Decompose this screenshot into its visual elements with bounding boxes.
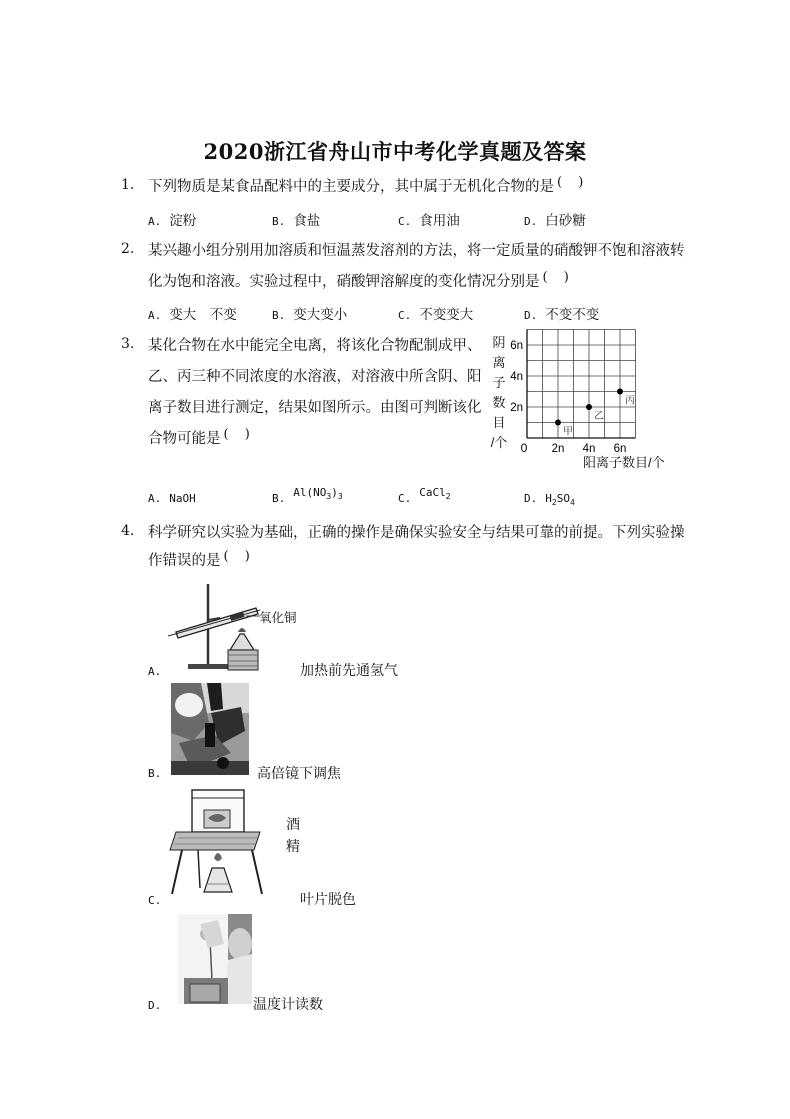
ylabel-char: 子 [492,375,506,390]
q1-number: 1. [121,177,135,193]
alcohol-lamp-flame [238,628,246,632]
q2-option-b[interactable] [272,303,347,323]
page-title: 2020浙江省舟山市中考化学真题及答案 [203,139,587,164]
q3-option-a[interactable] [148,490,196,506]
option-text: 食用油 [419,213,460,229]
q4-d-thermometer-image [178,914,252,1004]
q4-a-image-label: 氧化铜 [259,611,297,625]
option-letter: B. [272,309,286,322]
q3-answer-paren: ( ) [223,427,256,442]
option-letter: D. [524,215,538,228]
formula-part: CaCl [419,486,446,499]
option-text: 变大 不变 [169,307,237,323]
option-text: 食盐 [293,213,321,229]
q4-option-b-letter[interactable]: B. [148,767,162,780]
q2-answer-paren: ( ) [542,270,575,285]
q1-option-c[interactable] [398,209,460,229]
stand-base [188,664,230,669]
q4-option-c-letter[interactable]: C. [148,894,162,907]
y-tick-label: 4n [510,371,523,383]
gas-tube [168,610,260,636]
origin-label: 0 [520,441,528,455]
formula-part: ) [331,486,338,499]
ylabel-char: /个 [490,435,508,450]
q3-stem-line4 [148,427,256,448]
q4-number: 4. [121,523,135,539]
x-tick-label: 6n [613,443,627,455]
q4-option-d-letter[interactable]: D. [148,999,162,1012]
q1-stem [148,175,589,196]
option-letter: A. [148,309,162,322]
tripod-leg [198,850,200,888]
q4-b-microscope-image [171,683,249,775]
x-tick-label: 4n [582,443,596,455]
option-text: 淀粉 [169,213,197,229]
q2-number: 2. [121,241,135,257]
option-letter: D. [524,309,538,322]
q4-option-a-caption[interactable]: 加热前先通氢气 [300,662,398,678]
alcohol-lamp [230,634,254,650]
lamp-block [228,650,258,670]
option-letter: C. [398,492,412,505]
q1-answer-paren: ( ) [557,175,590,190]
y-tick-label: 2n [510,402,523,414]
q4-c-label-line2: 精 [286,838,300,854]
q4-line2: 作错误的是 [148,553,221,569]
ylabel-char: 阴 [492,335,506,350]
formula-part: SO [556,492,570,505]
data-point-甲 [555,420,561,426]
tripod-leg [172,850,182,894]
q4-c-decolor-image [168,788,268,898]
q4-option-c-caption[interactable]: 叶片脱色 [300,891,356,907]
q4-option-a-letter[interactable]: A. [148,665,162,678]
option-letter: A. [148,215,162,228]
x-tick-label: 2n [551,443,565,455]
q4-stem-line2 [148,549,256,570]
q3-option-c[interactable] [398,486,451,507]
q3-option-d[interactable] [524,490,575,507]
formula-naoh: NaOH [169,492,196,505]
option-letter: B. [272,492,286,505]
q4-c-label-line1: 酒 [286,816,300,832]
q3-line4: 合物可能是 [148,431,221,447]
ylabel-char: 数 [492,395,506,410]
option-text: 变大变小 [293,307,348,323]
q3-xlabel: 阳离子数目/个 [583,455,665,470]
data-point-label: 丙 [625,395,635,407]
ylabel-char: 目 [492,415,506,430]
q3-line2: 乙、丙三种不同浓度的水溶液，对溶液中所含阴、阳 [148,369,482,385]
q1-text: 下列物质是某食品配料中的主要成分，其中属于无机化合物的是 [148,179,554,195]
formula-sub: 3 [337,492,343,501]
q1-option-a[interactable] [148,209,196,229]
data-point-label: 乙 [594,411,604,422]
formula-sub: 2 [445,492,451,501]
formula-part: Al(NO [293,486,327,499]
data-point-label: 甲 [563,426,573,438]
q3-number: 3. [121,336,135,352]
formula-sub: 3 [326,492,332,501]
option-text: 不变不变 [545,307,600,323]
test-tube [176,608,258,638]
q2-option-c[interactable] [398,303,473,323]
q4-line1: 科学研究以实验为基础，正确的操作是确保实验安全与结果可靠的前提。下列实验操 [148,525,685,541]
option-text: 不变变大 [419,307,474,323]
data-point-乙 [586,404,592,410]
option-text: 白砂糖 [545,213,586,229]
formula-part: H [545,492,552,505]
q4-answer-paren: ( ) [223,549,256,564]
q3-line3: 离子数目进行测定，结果如图所示。由图可判断该化 [148,400,482,416]
data-point-丙 [617,389,623,395]
q2-line1: 某兴趣小组分别用加溶质和恒温蒸发溶剂的方法，将一定质量的硝酸钾不饱和溶液转 [148,243,685,259]
formula-al-no3-3 [293,486,342,499]
q3-option-b[interactable] [272,486,343,507]
q3-line1: 某化合物在水中能完全电离，将该化合物配制成甲、 [148,338,482,354]
formula-sub: 4 [569,498,575,507]
alcohol-lamp [204,868,232,892]
tripod-leg [252,850,262,894]
ylabel-char: 离 [492,355,506,370]
y-tick-label: 6n [510,340,523,352]
q1-option-d[interactable] [524,209,586,229]
formula-h2so4 [545,492,575,505]
wire-gauze [170,832,260,850]
q1-option-b[interactable] [272,209,320,229]
q2-line2: 化为饱和溶液。实验过程中，硝酸钾溶解度的变化情况分别是 [148,274,540,290]
flame [214,853,222,861]
q4-option-b-caption[interactable]: 高倍镜下调焦 [257,765,341,781]
formula-cacl2 [419,486,450,499]
option-letter: D. [524,492,538,505]
q2-stem-line2 [148,270,575,291]
q4-a-apparatus-image [168,580,308,672]
option-letter: A. [148,492,162,505]
q4-option-d-caption[interactable]: 温度计读数 [253,996,323,1012]
option-letter: C. [398,215,412,228]
option-letter: B. [272,215,286,228]
q2-option-a[interactable] [148,303,237,323]
option-letter: C. [398,309,412,322]
formula-sub: 2 [551,498,557,507]
